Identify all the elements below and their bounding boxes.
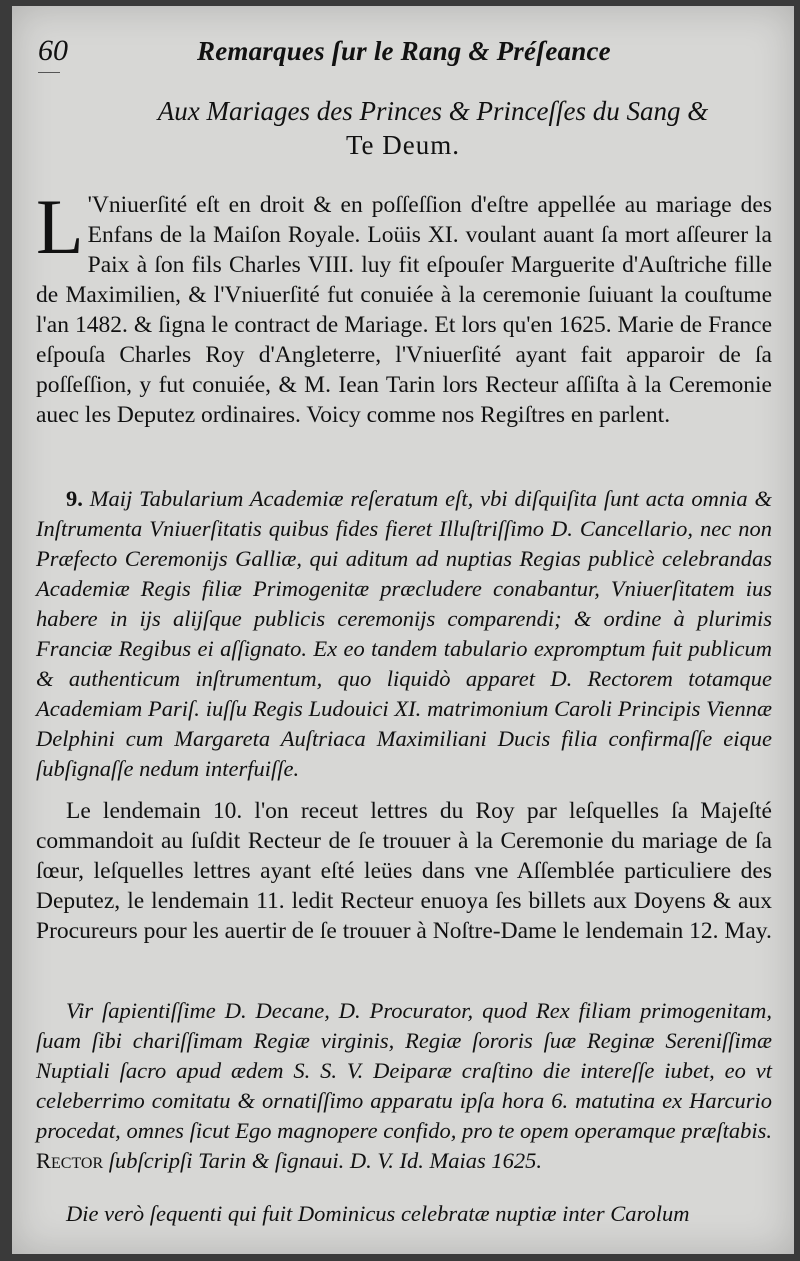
section-title-line-2: Te Deum. <box>345 130 461 160</box>
section-title-line-1: Aux Mariages des Princes & Princeſſes du Sang & <box>157 96 709 126</box>
paragraph-4-latin <box>36 996 772 1176</box>
paragraph-3-text: Le lendemain 10. l'on receut lettres du Roy par leſquelles ſa Majeſté commandoit au ſuſdit Recteur de ſe trouuer à la Ceremonie du mariage de ſa ſœur, leſquelles lettres ayant eſté leües dans vne Aſſemblée particuliere des Deputez, le lendemain 11. ledit Recteur enuoya ſes billets aux Doyens & aux Procureurs pour les auertir de ſe trouuer à Noſtre-Dame le lendemain 12. May. <box>36 798 772 944</box>
paragraph-1 <box>36 183 772 430</box>
paragraph-4-text-a: Vir ſapientiſſime D. Decane, D. Procurator, quod Rex filiam primogenitam, ſuam ſibi chariſſimam Regiæ virginis, Regiæ ſororis ſuæ Reginæ Sereniſſimæ Nuptiali ſacro apud ædem S. S. V. Deiparæ craſtino die intereſſe iubet, eo vt celeberrimo comitatu & ornatiſſimo apparatu ipſa hora 6. matutina ex Harcurio procedat, omnes ſicut Ego magnopere confido, pro te opem operamque præſtabis. <box>36 998 772 1143</box>
paragraph-2-text: Maij Tabularium Academiæ reſeratum eſt, vbi diſquiſita ſunt acta omnia & Inſtrumenta Vniuerſitatis quibus fides fieret Illuſtriſſimo D. Cancellario, nec non Præfecto Ceremonijs Galliæ, qui aditum ad nuptias Regias publicè celebrandas Academiæ Regis filiæ Primogenitæ præcludere conabantur, Vniuerſitatem ius habere in ijs alijſque publicis ceremonijs comparendi; & ordine à plurimis Franciæ Regibus ei aſſignato. Ex eo tandem tabulario expromptum fuit publicum & authenticum inſtrumentum, quo liquidò apparet D. Rectorem totamque Academiam Pariſ. iuſſu Regis Ludouici XI. matrimonium Caroli Principis Viennæ Delphini cum Margareta Auſtriaca Maximiliani Ducis filia confirmaſſe eique ſubſignaſſe nedum interfuiſſe. <box>36 486 772 781</box>
section-title <box>12 94 794 162</box>
paragraph-5-text: Die verò ſequenti qui fuit Dominicus celebratæ nuptiæ inter Carolum <box>66 1201 690 1226</box>
paragraph-2-latin <box>36 484 772 784</box>
running-title: Remarques ſur le Rang & Préſeance <box>197 36 611 66</box>
drop-cap: L <box>36 183 84 270</box>
paragraph-4-text-b: ſubſcripſi Tarin & ſignaui. D. V. Id. Maias 1625. <box>108 1148 542 1173</box>
page-header <box>12 32 794 72</box>
header-rule <box>38 72 60 73</box>
book-page <box>12 6 794 1254</box>
paragraph-1-text: 'Vniuerſité eſt en droit & en poſſeſſion d'eſtre appellée au mariage des Enfans de la Maiſon Royale. Loüis XI. voulant auant ſa mort aſſeurer la Paix à ſon fils Charles VIII. luy fit eſpouſer Marguerite d'Auſtriche fille de Maximilien, & l'Vniuerſité fut conuiée à la ceremonie ſuiuant la couſtume l'an 1482. & ſigna le contract de Mariage. Et lors qu'en 1625. Marie de France eſpouſa Charles Roy d'Angleterre, l'Vniuerſité ayant fait apparoir de ſa poſſeſſion, y fut conuiée, & M. Iean Tarin lors Recteur aſſiſta à la Ceremonie auec les Deputez ordinaires. Voicy comme nos Regiſtres en parlent. <box>36 192 772 428</box>
paragraph-2-number: 9. <box>66 486 83 511</box>
rector-word: Rector <box>36 1148 104 1173</box>
paragraph-3 <box>36 796 772 946</box>
page-number: 60 <box>38 34 68 67</box>
paragraph-5-latin <box>36 1199 772 1229</box>
